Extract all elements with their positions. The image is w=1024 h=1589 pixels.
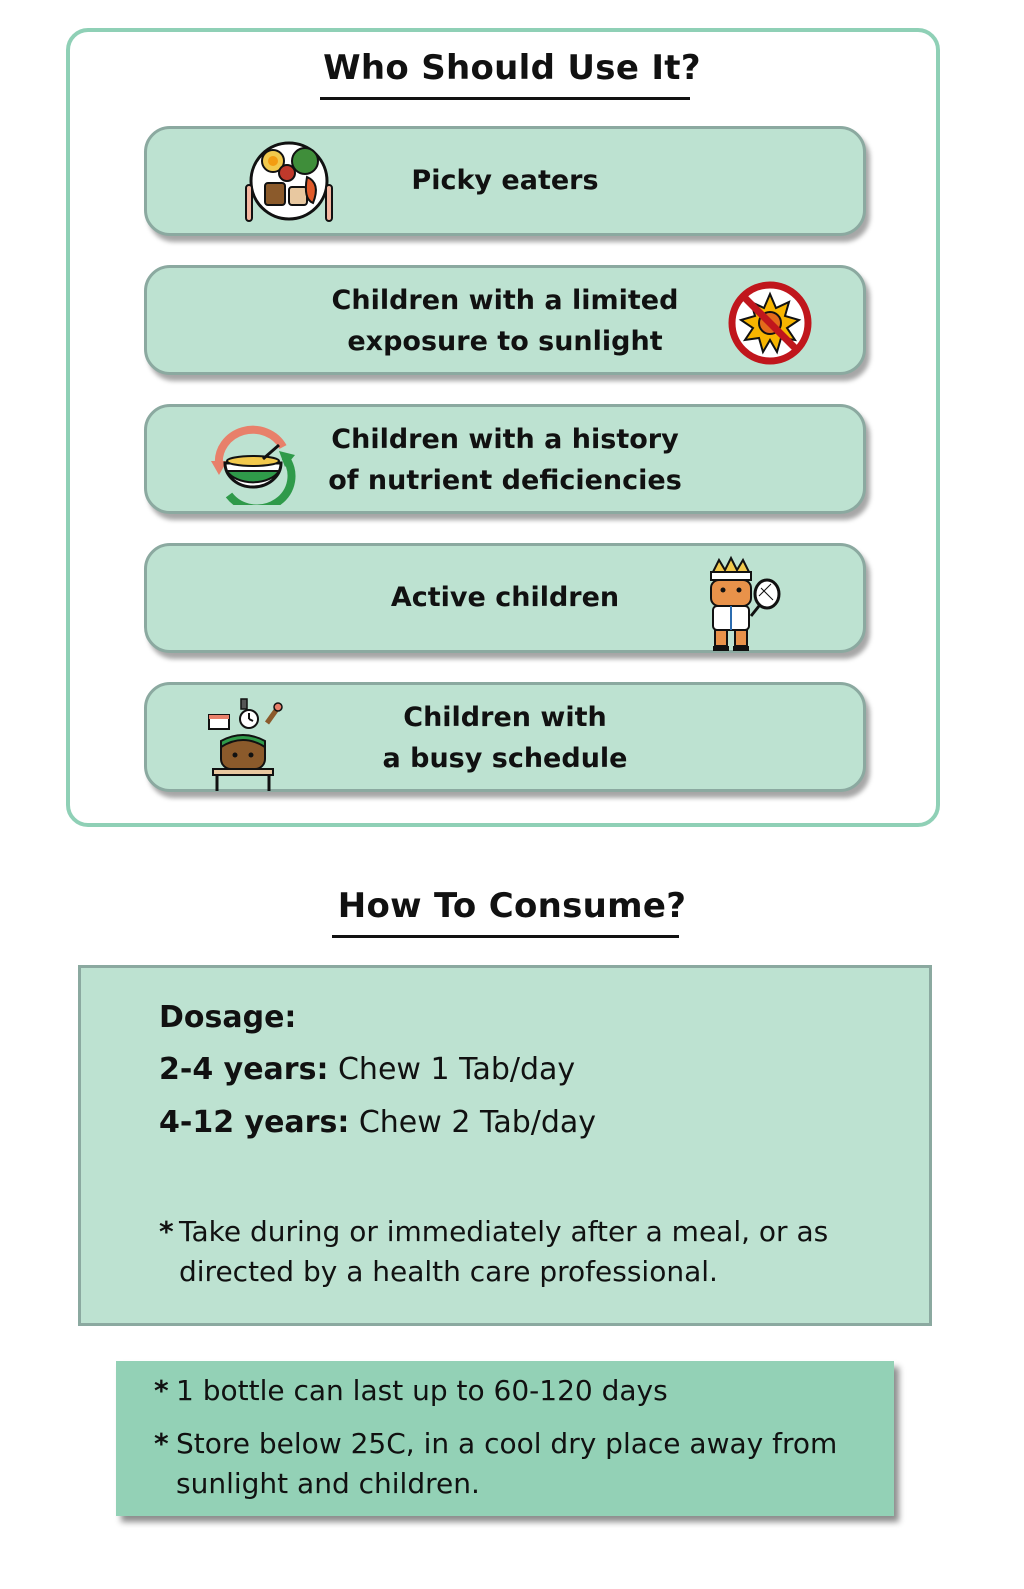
bowl-cycle-icon xyxy=(205,421,299,505)
busy-bear-icon xyxy=(205,693,289,793)
consume-heading xyxy=(0,886,1024,926)
card-label: Active children xyxy=(390,582,620,613)
consume-title: How To Consume? xyxy=(337,886,687,926)
dosage-label: Dosage: xyxy=(159,1000,297,1035)
card-label: Children with a limited exposure to sunlight xyxy=(331,285,679,357)
storage-instructions: Store below 25C, in a cool dry place away from sunlight and children. xyxy=(176,1427,838,1500)
who-heading xyxy=(0,48,1024,88)
no-sun-icon xyxy=(727,280,813,366)
card-active-children xyxy=(144,543,866,653)
dosage-box xyxy=(78,965,932,1326)
storage-box xyxy=(116,1361,894,1516)
dosage-amount: Chew 2 Tab/day xyxy=(349,1105,597,1140)
meal-note: Take during or immediately after a meal, or as directed by a health care professional. xyxy=(179,1215,829,1288)
card-label: Picky eaters xyxy=(411,165,599,196)
who-title: Who Should Use It? xyxy=(323,48,701,88)
who-title-underline xyxy=(320,97,690,100)
card-busy-schedule xyxy=(144,682,866,792)
card-nutrient-deficiencies xyxy=(144,404,866,514)
tennis-bear-icon xyxy=(693,554,785,656)
dosage-age: 4-12 years: xyxy=(159,1105,350,1140)
food-plate-icon xyxy=(243,137,335,227)
card-picky-eaters xyxy=(144,126,866,236)
dosage-amount: Chew 1 Tab/day xyxy=(328,1052,576,1087)
card-limited-sunlight xyxy=(144,265,866,375)
storage-star: * xyxy=(154,1374,169,1407)
dosage-age: 2-4 years: xyxy=(159,1052,329,1087)
consume-title-underline xyxy=(332,935,679,938)
storage-star: * xyxy=(154,1427,169,1460)
storage-duration: 1 bottle can last up to 60-120 days xyxy=(176,1374,668,1407)
dosage-row xyxy=(159,1052,575,1087)
note-star: * xyxy=(159,1215,174,1248)
card-label: Children with a history of nutrient deficiencies xyxy=(328,424,682,496)
card-label: Children with a busy schedule xyxy=(382,702,628,774)
dosage-row xyxy=(159,1105,596,1140)
